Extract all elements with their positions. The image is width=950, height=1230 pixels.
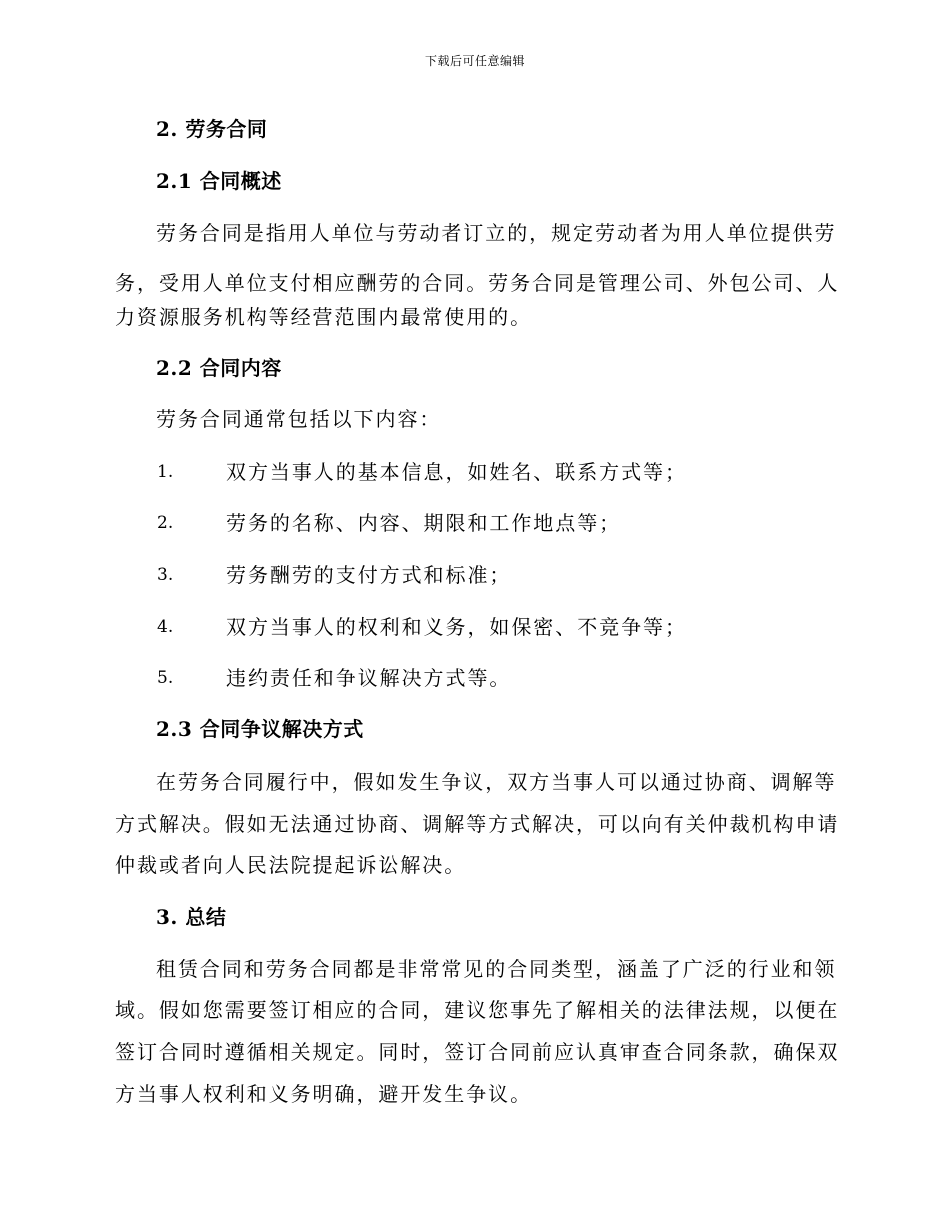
- list-item-number: 2.: [157, 513, 174, 533]
- list-item: 双方当事人的基本信息，如姓名、联系方式等；: [226, 460, 687, 484]
- list-item: 劳务的名称、内容、期限和工作地点等；: [226, 511, 622, 535]
- section-3-title: 3. 总结: [156, 905, 227, 929]
- paragraph-line: 域。假如您需要签订相应的合同，建议您事先了解相关的法律法规，以便在: [115, 998, 840, 1022]
- list-item-number: 5.: [157, 668, 174, 688]
- section-2-title: 2. 劳务合同: [156, 117, 268, 141]
- list-item: 双方当事人的权利和义务，如保密、不竞争等；: [226, 615, 687, 639]
- paragraph-line: 方当事人权利和义务明确，避开发生争议。: [115, 1082, 533, 1106]
- paragraph-line: 劳务合同是指用人单位与劳动者订立的，规定劳动者为用人单位提供劳: [156, 221, 837, 245]
- paragraph-line: 务，受用人单位支付相应酬劳的合同。劳务合同是管理公司、外包公司、人: [115, 271, 840, 295]
- paragraph-line: 签订合同时遵循相关规定。同时，签订合同前应认真审查合同条款，确保双: [115, 1040, 840, 1064]
- section-2-3-title: 2.3 合同争议解决方式: [156, 717, 364, 741]
- paragraph-line: 在劳务合同履行中，假如发生争议，双方当事人可以通过协商、调解等: [156, 770, 837, 794]
- section-2-1-title: 2.1 合同概述: [156, 169, 282, 193]
- list-item-number: 3.: [157, 565, 174, 585]
- list-item-number: 4.: [157, 617, 174, 637]
- list-item: 劳务酬劳的支付方式和标准；: [226, 563, 512, 587]
- paragraph-line: 力资源服务机构等经营范围内最常使用的。: [115, 305, 533, 329]
- list-item-number: 1.: [157, 462, 174, 482]
- list-intro: 劳务合同通常包括以下内容：: [156, 407, 442, 431]
- paragraph-line: 租赁合同和劳务合同都是非常常见的合同类型，涵盖了广泛的行业和领: [156, 957, 837, 981]
- list-item: 违约责任和争议解决方式等。: [226, 666, 512, 690]
- section-2-2-title: 2.2 合同内容: [156, 356, 282, 380]
- paragraph-line: 仲裁或者向人民法院提起诉讼解决。: [115, 853, 467, 877]
- page-header: 下载后可任意编辑: [424, 54, 525, 68]
- paragraph-line: 方式解决。假如无法通过协商、调解等方式解决，可以向有关仲裁机构申请: [115, 812, 840, 836]
